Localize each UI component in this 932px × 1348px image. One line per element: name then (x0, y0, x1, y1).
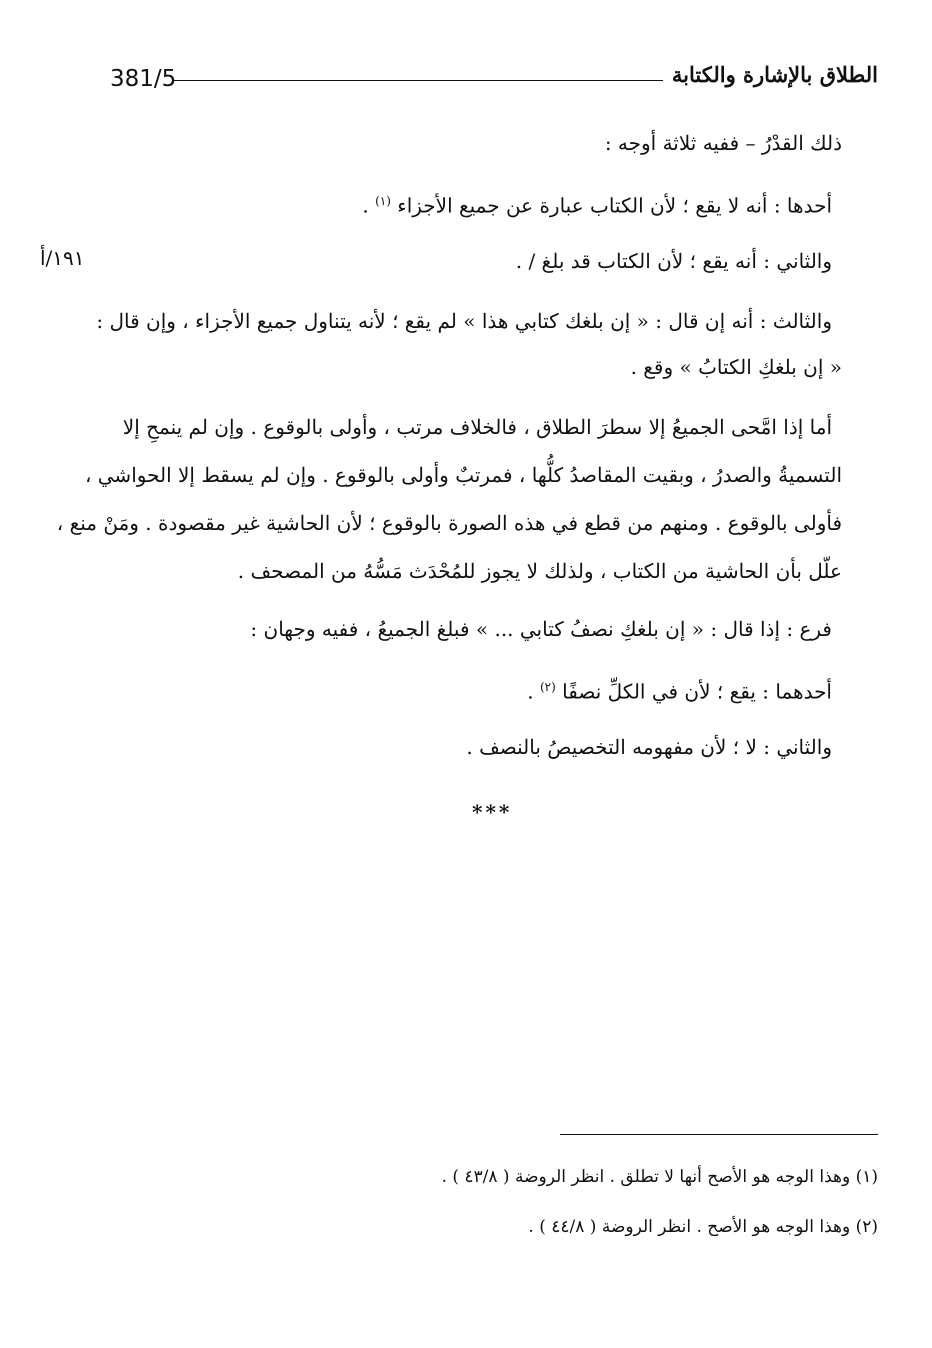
section-separator: *** (472, 800, 513, 824)
footnote-1: (١) وهذا الوجه هو الأصح أنها لا تطلق . انظر الروضة ( ٤٣/٨ ) . (441, 1167, 878, 1187)
line-end: . (527, 679, 534, 704)
footnote-2: (٢) وهذا الوجه هو الأصح . انظر الروضة ( ٤٤/٨ ) . (528, 1217, 878, 1237)
line-text: أحدها : أنه لا يقع ؛ لأن الكتاب عبارة عن جميع الأجزاء (397, 193, 832, 218)
text-line (362, 186, 832, 221)
text-line: ذلك القدْرُ – ففيه ثلاثة أوجه : (604, 131, 842, 155)
text-line: فأولى بالوقوع . ومنهم من قطع في هذه الصورة بالوقوع ؛ لأن الحاشية غير مقصودة . ومَنْ منع ، (56, 511, 842, 535)
text-line (527, 672, 832, 707)
text-line: « إن بلغكِ الكتابُ » وقع . (630, 355, 842, 379)
text-line: أما إذا امَّحى الجميعُ إلا سطرَ الطلاق ، فالخلاف مرتب ، وأولى بالوقوع . وإن لم ينمحِ إلا (122, 415, 832, 439)
header-rule (172, 80, 663, 81)
header-page-reference: 381/5 (110, 66, 177, 92)
text-line: والثاني : أنه يقع ؛ لأن الكتاب قد بلغ / . (515, 249, 832, 273)
text-line: فرع : إذا قال : « إن بلغكِ نصفُ كتابي ... » فبلغ الجميعُ ، ففيه وجهان : (250, 617, 832, 641)
header-title: الطلاق بالإشارة والكتابة (671, 62, 878, 87)
running-header (110, 58, 878, 98)
margin-folio-note: ١٩١/أ (40, 246, 85, 270)
text-line: علّل بأن الحاشية من الكتاب ، ولذلك لا يجوز للمُحْدَث مَسُّهُ من المصحف . (237, 559, 842, 583)
footnote-rule (560, 1134, 878, 1135)
line-end: . (362, 193, 369, 218)
text-line: التسميةُ والصدرُ ، وبقيت المقاصدُ كلُّها ، فمرتبٌ وأولى بالوقوع . وإن لم يسقط إلا الحواشي ، (84, 463, 842, 487)
line-text: أحدهما : يقع ؛ لأن في الكلِّ نصفًا (562, 679, 832, 704)
footnote-ref: (١) (375, 194, 391, 208)
text-line: والثاني : لا ؛ لأن مفهومه التخصيصُ بالنصف . (466, 735, 832, 759)
footnote-ref: (٢) (539, 680, 556, 694)
text-line: والثالث : أنه إن قال : « إن بلغك كتابي هذا » لم يقع ؛ لأنه يتناول جميع الأجزاء ، وإن قال : (96, 309, 832, 333)
